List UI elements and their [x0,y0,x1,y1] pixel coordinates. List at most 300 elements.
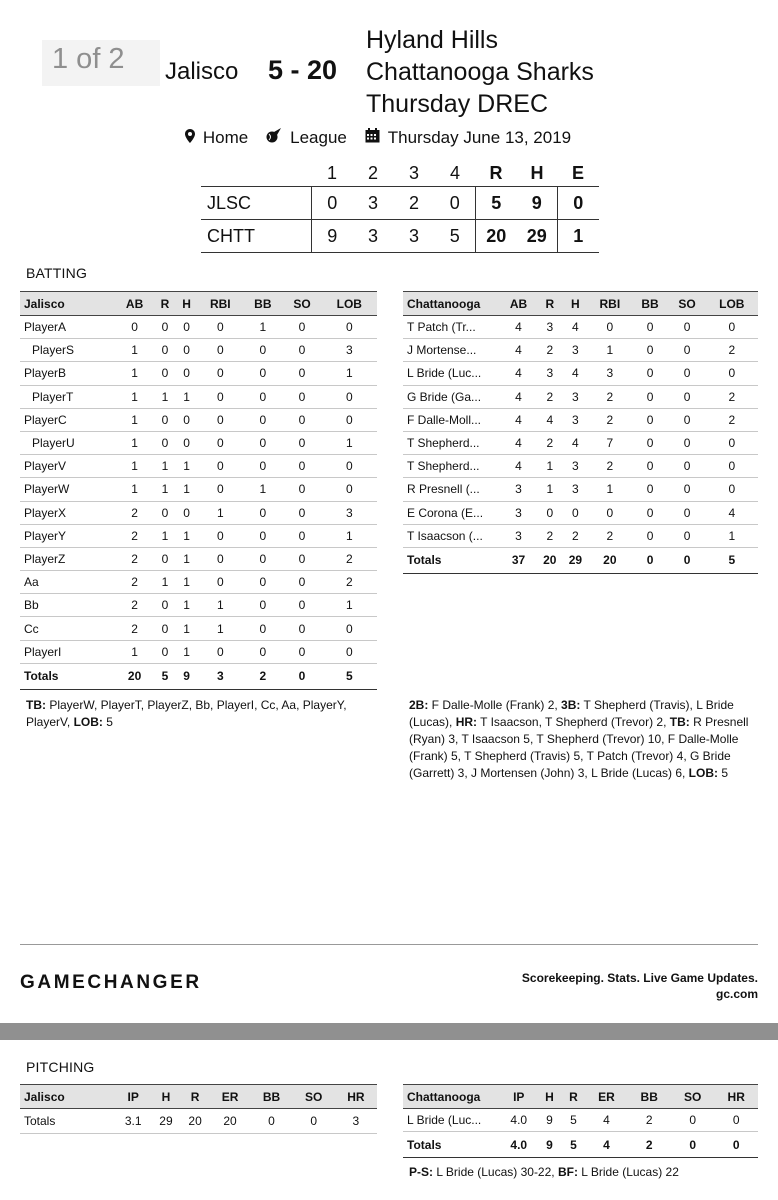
stat-value: 0 [197,478,243,501]
stat-column-header: AB [115,292,154,316]
player-name: PlayerX [20,501,115,524]
stat-value: 0 [176,362,198,385]
player-row [403,408,758,431]
inning-header: 1 [326,162,337,183]
player-row [20,547,377,570]
stat-value: 2 [537,339,563,362]
player-name: T Isaacson (... [403,524,500,547]
player-name: PlayerV [20,455,115,478]
note-label: P-S: [409,1165,433,1179]
player-name: G Bride (Ga... [403,385,500,408]
total-value: 0 [714,1132,758,1158]
total-value: 9 [538,1132,562,1158]
stat-value: 0 [243,501,282,524]
stat-value: 0 [669,455,706,478]
note-text: L Bride (Lucas) 30-22, [433,1165,558,1179]
stat-value: 20 [210,1109,251,1134]
totals-label: Totals [403,1132,500,1158]
stat-value: 2 [322,571,377,594]
total-value: 5 [706,547,758,573]
stat-value: 0 [669,478,706,501]
inning-score: 9 [312,220,353,253]
total-value: 0 [282,663,321,689]
stat-value: 4 [500,362,537,385]
player-name: R Presnell (... [403,478,500,501]
total-value: 2 [243,663,282,689]
stat-value: 9 [538,1109,562,1132]
player-row [20,617,377,640]
stat-value: 1 [176,571,198,594]
stat-value: 0 [632,524,669,547]
stat-value: 4 [500,431,537,454]
stat-value: 0 [176,431,198,454]
inning-score: 0 [312,187,353,220]
player-row [20,431,377,454]
stat-value: 0 [243,640,282,663]
errors-header: E [571,162,584,183]
footer-divider [20,944,758,945]
stat-value: 1 [176,617,198,640]
stat-value: 0 [563,501,589,524]
stat-value: 1 [537,455,563,478]
inning-header: 4 [449,162,460,183]
note-label: TB: [26,698,46,712]
stat-value: 0 [282,408,321,431]
pitching-section-title: PITCHING [26,1059,95,1075]
stat-value: 0 [197,339,243,362]
player-name: PlayerY [20,524,115,547]
player-row [20,362,377,385]
table-header-row [20,292,377,316]
note-text: T Shepherd (Travis), L Bride (Lucas), [409,698,734,729]
note-text: F Dalle-Molle (Frank) 2, [428,698,562,712]
batting-section-title: BATTING [26,265,88,281]
stat-value: 2 [588,524,631,547]
calendar-icon [365,130,384,146]
game-type-info [266,128,347,148]
stat-value: 0 [243,617,282,640]
stat-value: 2 [537,524,563,547]
stat-column-header: ER [585,1085,627,1109]
stat-value: 29 [151,1109,180,1134]
stat-value: 1 [322,431,377,454]
stat-value: 0 [671,1109,714,1132]
stat-value: 0 [322,316,377,339]
stat-value: 0 [243,455,282,478]
game-type-text: League [290,128,347,147]
date-info [365,128,571,148]
stat-value: 0 [632,339,669,362]
batting-notes-home [409,697,754,782]
total-value: 20 [588,547,631,573]
stat-value: 0 [706,316,758,339]
stat-value: 1 [154,478,176,501]
total-value: 4 [585,1132,627,1158]
stat-value: 0 [588,316,631,339]
stat-value: 0 [282,617,321,640]
stat-value: 0 [250,1109,292,1134]
table-header-row [20,1085,377,1109]
stat-value: 3 [563,339,589,362]
stat-value: 0 [669,408,706,431]
player-row [20,316,377,339]
stat-value: 0 [197,455,243,478]
note-label: 2B: [409,698,429,712]
batting-table-home [403,291,758,574]
stat-value: 4 [500,408,537,431]
stat-value: 0 [588,501,631,524]
stat-value: 0 [706,431,758,454]
stat-value: 4 [563,362,589,385]
stat-value: 3 [335,1109,377,1134]
inning-score: 3 [394,220,435,253]
stat-value: 1 [176,478,198,501]
player-name: J Mortense... [403,339,500,362]
player-name: PlayerI [20,640,115,663]
player-name: PlayerW [20,478,115,501]
player-name: Totals [20,1109,115,1134]
stat-value: 0 [154,617,176,640]
total-value: 5 [322,663,377,689]
team-column-header: Chattanooga [403,292,500,316]
player-row [20,455,377,478]
stat-value: 0 [243,524,282,547]
stat-value: 1 [197,501,243,524]
stat-value: 4 [500,339,537,362]
player-name: L Bride (Luc... [403,1109,500,1132]
stat-value: 0 [706,478,758,501]
stat-value: 1 [176,455,198,478]
stat-column-header: ER [210,1085,251,1109]
total-value: 4.0 [500,1132,538,1158]
team-abbr: JLSC [201,187,312,220]
stat-column-header: RBI [197,292,243,316]
stat-value: 0 [282,524,321,547]
team-column-header: Jalisco [20,292,115,316]
stat-value: 0 [632,316,669,339]
player-row [403,339,758,362]
table-header-row [403,1085,758,1109]
stat-value: 0 [197,571,243,594]
stat-value: 1 [154,385,176,408]
inning-header: 3 [408,162,419,183]
player-name: T Shepherd... [403,431,500,454]
final-score: 5 - 20 [268,55,338,85]
stat-column-header: IP [115,1085,151,1109]
stat-value: 0 [632,385,669,408]
total-value: 20 [115,663,154,689]
stat-value: 0 [282,431,321,454]
inning-score: 2 [394,187,435,220]
stat-value: 4 [563,316,589,339]
player-row [20,385,377,408]
total-value: 0 [671,1132,714,1158]
stat-value: 4 [500,385,537,408]
stat-value: 1 [115,385,154,408]
stat-value: 0 [243,385,282,408]
player-name: PlayerA [20,316,115,339]
note-label: LOB: [73,715,103,729]
note-text: T Isaacson, T Shepherd (Trevor) 2, [477,715,670,729]
stat-value: 0 [322,455,377,478]
stat-value: 4 [537,408,563,431]
player-row [403,316,758,339]
stat-value: 3 [588,362,631,385]
stat-value: 1 [115,640,154,663]
stat-value: 0 [282,478,321,501]
stat-value: 0 [243,408,282,431]
stat-column-header: LOB [706,292,758,316]
stat-value: 0 [176,339,198,362]
tagline-text: Scorekeeping. Stats. Live Game Updates. [521,971,758,985]
runs-header: R [489,162,503,183]
total-value: 0 [669,547,706,573]
stat-value: 0 [293,1109,335,1134]
stat-value: 0 [282,316,321,339]
note-label: TB: [669,715,690,729]
stat-value: 2 [588,408,631,431]
player-row [20,339,377,362]
linescore-row-away [201,187,599,220]
stat-value: 2 [706,385,758,408]
team-column-header: Chattanooga [403,1085,500,1109]
stat-value: 0 [282,385,321,408]
stat-value: 7 [588,431,631,454]
location-text: Home [202,128,249,147]
stat-value: 0 [154,640,176,663]
stat-value: 3 [537,362,563,385]
stat-column-header: SO [293,1085,335,1109]
team-column-header: Jalisco [20,1085,115,1109]
note-text: 5 [718,766,729,780]
footer-tagline [522,970,758,1002]
note-label: BF: [557,1165,578,1179]
stat-value: 0 [154,594,176,617]
total-value: 3 [197,663,243,689]
stat-value: 1 [322,524,377,547]
stat-value: 2 [706,408,758,431]
stat-value: 1 [322,362,377,385]
stat-value: 0 [154,362,176,385]
inning-score: 0 [435,187,476,220]
stat-value: 0 [282,571,321,594]
totals-row [403,1132,758,1158]
stat-value: 0 [197,524,243,547]
stat-value: 3 [500,524,537,547]
stat-value: 0 [197,316,243,339]
stat-value: 0 [197,362,243,385]
stat-value: 4 [500,316,537,339]
total-value: 9 [176,663,198,689]
stat-value: 0 [176,408,198,431]
player-row [403,524,758,547]
stat-value: 1 [243,478,282,501]
stat-value: 0 [282,339,321,362]
stat-value: 0 [669,431,706,454]
stat-value: 0 [154,408,176,431]
pitching-table-home [403,1084,758,1158]
stat-value: 0 [243,547,282,570]
stat-value: 0 [154,339,176,362]
totals-label: Totals [20,663,115,689]
date-text: Thursday June 13, 2019 [387,128,572,147]
inning-score: 3 [353,220,394,253]
player-name: PlayerC [20,408,115,431]
stat-column-header: IP [500,1085,538,1109]
stat-column-header: BB [250,1085,292,1109]
stat-column-header: SO [282,292,321,316]
stat-value: 2 [627,1109,670,1132]
stat-value: 0 [669,385,706,408]
player-row [20,1109,377,1134]
game-title-line-3: Thursday DREC [366,90,548,118]
stat-value: 0 [669,362,706,385]
stat-value: 4.0 [500,1109,538,1132]
stat-value: 0 [115,316,154,339]
stat-value: 1 [176,524,198,547]
table-header-row [403,292,758,316]
player-name: PlayerS [20,339,115,362]
stat-value: 0 [282,547,321,570]
stat-value: 1 [115,478,154,501]
location-info [185,128,248,148]
stat-value: 0 [632,362,669,385]
page-indicator: 1 of 2 [42,40,160,86]
stat-column-header: H [176,292,198,316]
hits-header: H [530,162,544,183]
stat-value: 1 [115,408,154,431]
stat-value: 0 [632,455,669,478]
stat-value: 1 [537,478,563,501]
note-text: R Presnell (Ryan) 3, T Isaacson 5, T Shepherd (Trevor) 10, F Dalle-Molle (Frank) 5, T Shepherd (Travis) 5, T Patch (Trevor) 4, G Bride (Garrett) 3, J Mortensen (John) 3, L Bride (Lucas) 6, [409,715,749,780]
stat-value: 1 [115,431,154,454]
player-row [20,408,377,431]
stat-value: 0 [197,431,243,454]
stat-value: 20 [181,1109,210,1134]
stat-column-header: R [154,292,176,316]
stat-value: 1 [115,339,154,362]
stat-value: 1 [176,640,198,663]
total-errors: 0 [558,187,599,220]
player-row [403,385,758,408]
stat-value: 1 [115,362,154,385]
stat-value: 1 [115,455,154,478]
stat-value: 0 [154,431,176,454]
linescore-header [201,160,599,187]
stat-value: 3 [322,501,377,524]
total-value: 20 [537,547,563,573]
player-name: Bb [20,594,115,617]
player-name: Cc [20,617,115,640]
note-label: HR: [455,715,478,729]
stat-value: 2 [537,431,563,454]
total-value: 5 [562,1132,586,1158]
stat-value: 1 [176,594,198,617]
player-name: L Bride (Luc... [403,362,500,385]
inning-score: 5 [435,220,476,253]
team-abbr: CHTT [201,220,312,253]
stat-value: 1 [154,524,176,547]
stat-value: 0 [197,547,243,570]
total-runs: 20 [476,220,517,253]
pitching-notes-home [409,1164,754,1181]
stat-value: 1 [588,478,631,501]
stat-value: 2 [115,547,154,570]
stat-value: 2 [537,385,563,408]
stat-value: 0 [282,501,321,524]
stat-column-header: H [563,292,589,316]
stat-value: 1 [176,385,198,408]
total-value: 37 [500,547,537,573]
stat-value: 3 [563,408,589,431]
player-name: PlayerU [20,431,115,454]
player-name: PlayerT [20,385,115,408]
stat-column-header: BB [632,292,669,316]
player-row [403,431,758,454]
player-name: E Corona (E... [403,501,500,524]
page-separator [0,1023,778,1040]
totals-row [20,663,377,689]
player-row [403,455,758,478]
gamechanger-logo: GAMECHANGER [20,972,202,993]
stat-column-header: H [151,1085,180,1109]
player-row [20,640,377,663]
player-row [20,571,377,594]
stat-value: 3 [500,478,537,501]
total-hits: 9 [517,187,558,220]
stat-value: 0 [243,362,282,385]
stat-value: 5 [562,1109,586,1132]
stat-value: 0 [154,501,176,524]
stat-value: 3 [563,478,589,501]
stat-value: 4 [585,1109,627,1132]
stat-column-header: SO [669,292,706,316]
player-name: F Dalle-Moll... [403,408,500,431]
note-text: L Bride (Lucas) 22 [577,1165,679,1179]
total-runs: 5 [476,187,517,220]
stat-value: 2 [588,385,631,408]
inning-header: 2 [367,162,378,183]
note-text: PlayerW, PlayerT, PlayerZ, Bb, PlayerI, Cc, Aa, PlayerY, PlayerV, [26,698,347,729]
stat-value: 1 [154,571,176,594]
stat-value: 0 [282,362,321,385]
stat-value: 1 [322,594,377,617]
note-label: LOB: [688,766,718,780]
stat-column-header: BB [627,1085,670,1109]
player-row [403,362,758,385]
stat-value: 1 [243,316,282,339]
stat-column-header: LOB [322,292,377,316]
player-name: T Shepherd... [403,455,500,478]
stat-value: 2 [563,524,589,547]
stat-value: 2 [115,594,154,617]
stat-value: 0 [176,316,198,339]
stat-value: 0 [669,316,706,339]
stat-column-header: HR [714,1085,758,1109]
total-value: 29 [563,547,589,573]
stat-column-header: AB [500,292,537,316]
player-row [20,524,377,547]
stat-value: 2 [115,501,154,524]
player-row [20,594,377,617]
total-value: 2 [627,1132,670,1158]
linescore-table [201,160,599,253]
stat-value: 2 [115,617,154,640]
stat-column-header: RBI [588,292,631,316]
player-name: Aa [20,571,115,594]
stat-value: 1 [176,547,198,570]
stat-value: 4 [706,501,758,524]
